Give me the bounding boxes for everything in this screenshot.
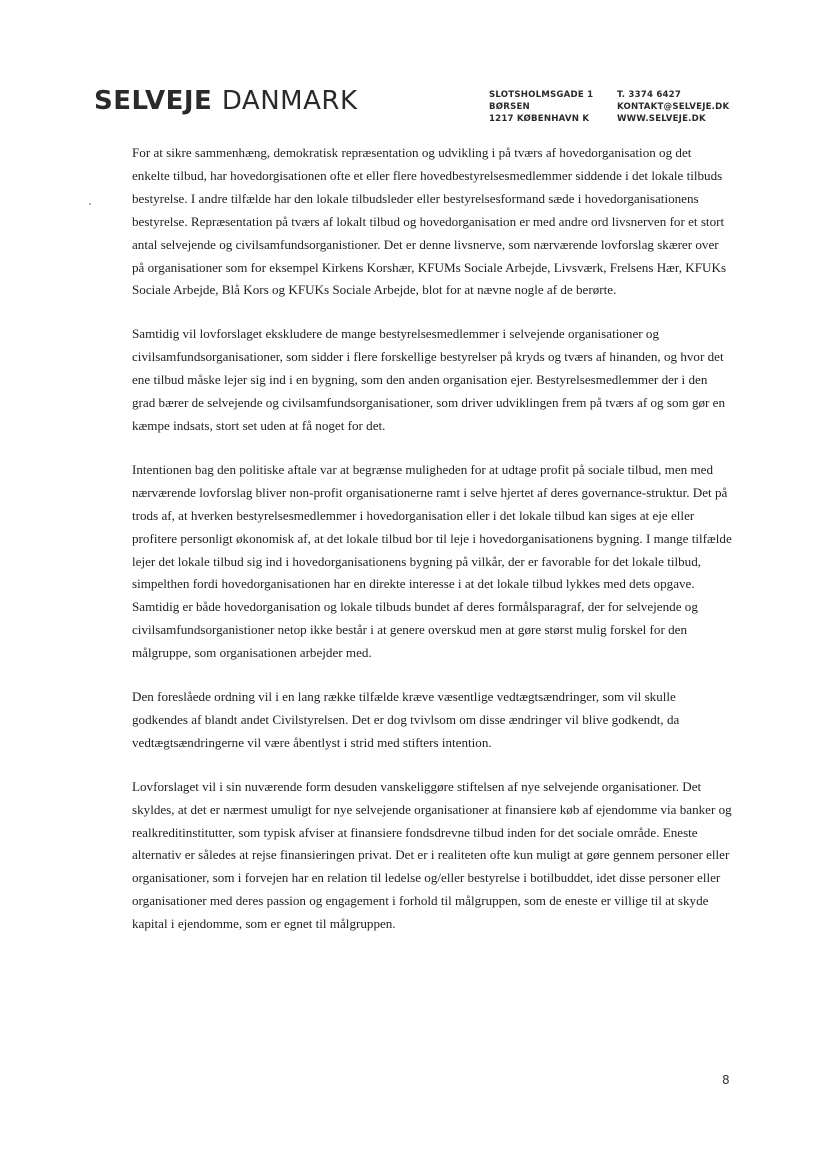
logo-light-text: DANMARK	[221, 86, 358, 116]
paragraph-5: Lovforslaget vil i sin nuværende form desuden vanskeliggøre stiftelsen af nye selvejende organisationer. Det skyldes, at det er nærmest umuligt for nye selvejende organisationer at finansiere køb af ejendomme via banker og realkreditinstitutter, som typisk afviser at finansiere fondsdrevne tilbud inden for det sociale område. Eneste alternativ er således at rejse finansieringen privat. Det er i realiteten ofte kun muligt at gøre gennem personer eller organisationer, som i forvejen har en relation til ledelse og/eller bestyrelse i botilbuddet, idet disse personer eller organisationer med deres passion og engagement i forhold til målgruppen, som de eneste er villige til at skyde kapital i ejendomme, som er egnet til målgruppen.	[132, 778, 732, 932]
logo	[94, 86, 358, 116]
address-line-city: 1217 KØBENHAVN K	[489, 114, 590, 124]
document-body	[132, 142, 732, 957]
logo-bold-text: SELVEJE	[94, 86, 213, 116]
contact-website: WWW.SELVEJE.DK	[617, 114, 706, 124]
scan-speck	[89, 203, 91, 205]
letterhead	[0, 0, 828, 135]
page-number: 8	[722, 1073, 730, 1087]
paragraph-3: Intentionen bag den politiske aftale var at begrænse muligheden for at udtage profit på sociale tilbud, men med nærværende lovforslag bliver non-profit organisationerne ramt i selve hjertet af deres governance-struktur. Det på trods af, at hverken bestyrelsesmedlemmer i hovedorganisation eller i det lokale tilbud kan siges at eje eller profitere personligt økonomisk af, at det lokale tilbud bor til leje i hovedorganisationens bygning. I mange tilfælde lejer det lokale tilbud sig ind i hovedorganisationens bygning på vilkår, der er favorable for det lokale tilbud, simpelthen fordi hovedorganisationen har en direkte interesse i at det lokale tilbud lykkes med dets opgave. Samtidig er både hovedorganisation og lokale tilbuds bundet af deres formålsparagraf, der for selvejende og civilsamfundsorganistioner netop ikke består i at genere overskud men at gøre størst mulig forskel for den målgruppe, som organisationen arbejder med.	[132, 461, 732, 661]
contact-phone: T. 3374 6427	[617, 90, 682, 100]
address-line-street: SLOTSHOLMSGADE 1	[489, 90, 594, 100]
contact-email: KONTAKT@SELVEJE.DK	[617, 102, 730, 112]
address-line-building: BØRSEN	[489, 102, 530, 112]
contact-block	[617, 89, 729, 125]
paragraph-1: For at sikre sammenhæng, demokratisk repræsentation og udvikling i på tværs af hovedorganisation og det enkelte tilbud, har hovedorgisationen ofte et eller flere hovedbestyrelsesmedlemmer siddende i det lokale tilbuds bestyrelse. I andre tilfælde har den lokale tilbudsleder eller bestyrelsesformand sæde i hovedorganisationens bestyrelse. Repræsentation på tværs af lokalt tilbud og hovedorganisation er med andre ord livsnerven for et stort antal selvejende og civilsamfundsorganistioner. Det er denne livsnerve, som nærværende lovforslag skærer over på organisationer som for eksempel Kirkens Korshær, KFUMs Sociale Arbejde, Livsværk, Frelsens Hær, KFUKs Sociale Arbejde, Blå Kors og KFUKs Sociale Arbejde, blot for at nævne nogle af de berørte.	[132, 145, 727, 298]
paragraph-4: Den foreslåede ordning vil i en lang række tilfælde kræve væsentlige vedtægtsændringer, som vil skulle godkendes af blandt andet Civilstyrelsen. Det er dog tvivlsom om disse ændringer vil blive godkendt, da vedtægtsændringerne vil være åbentlyst i strid med stifters intention.	[132, 689, 680, 750]
paragraph-2: Samtidig vil lovforslaget ekskludere de mange bestyrelsesmedlemmer i selvejende organisationer og civilsamfundsorganisationer, som sidder i flere forskellige bestyrelser på kryds og tværs af hinanden, og hvor det ene tilbud måske lejer sig ind i en bygning, som den anden organisation ejer. Bestyrelsesmedlemmer der i den grad bærer de selvejende og civilsamfundsorganisationer, som driver udviklingen frem på tværs af og som gør en kæmpe indsats, stort set uden at få noget for det.	[132, 326, 726, 433]
address-block	[489, 89, 593, 125]
